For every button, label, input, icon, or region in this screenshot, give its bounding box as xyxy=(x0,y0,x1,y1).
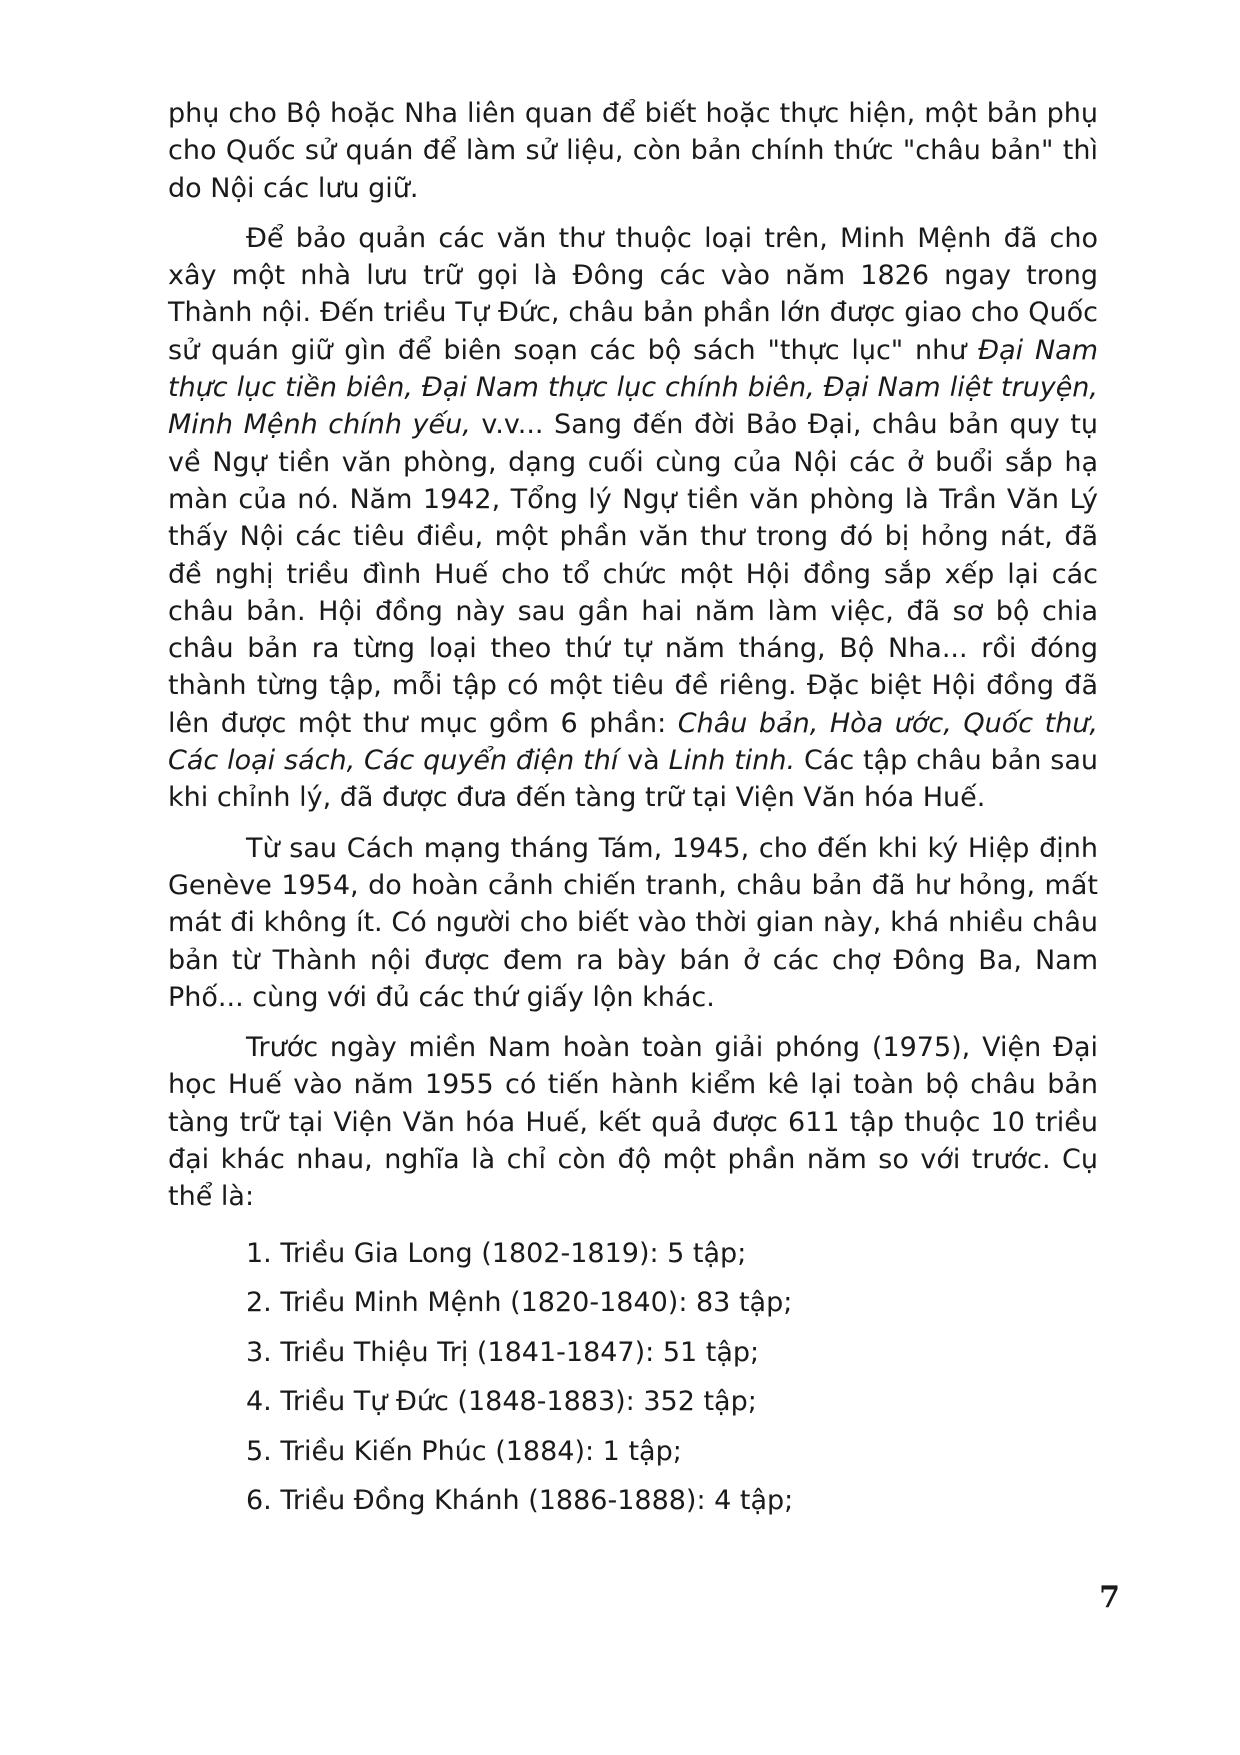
list-item: 5. Triều Kiến Phúc (1884): 1 tập; xyxy=(246,1435,682,1467)
paragraph-text: phụ cho Bộ hoặc Nha liên quan để biết hoặc thực hiện, một bản phụ cho Quốc sử quán để làm sử liệu, còn bản chính thức "châu bản" thì do Nội các lưu giữ. xyxy=(168,98,1098,204)
paragraph-text: Từ sau Cách mạng tháng Tám, 1945, cho đến khi ký Hiệp định Genève 1954, do hoàn cảnh chiến tranh, châu bản đã hư hỏng, mất mát đi không ít. Có người cho biết vào thời gian này, khá nhiều châu bản từ Thành nội được đem ra bày bán ở các chợ Đông Ba, Nam Phố... cùng với đủ các thứ giấy lộn khác. xyxy=(168,832,1098,1013)
dynasty-list xyxy=(168,1229,1098,1526)
italic-title-text: Đại Nam thực lục tiền biên, Đại Nam thực lục chính biên, Đại Nam liệt truyện, Minh Mệnh chính yếu, xyxy=(168,334,1098,441)
paragraph-text: Trước ngày miền Nam hoàn toàn giải phóng (1975), Viện Đại học Huế vào năm 1955 có tiến hành kiểm kê lại toàn bộ châu bản tàng trữ tại Viện Văn hóa Huế, kết quả được 611 tập thuộc 10 triều đại khác nhau, nghĩa là chỉ còn độ một phần năm so với trước. Cụ thể là: xyxy=(168,1032,1098,1213)
paragraph xyxy=(168,1029,1098,1215)
body-text xyxy=(168,95,1098,1216)
paragraph-text: và xyxy=(618,745,669,777)
list-item: 1. Triều Gia Long (1802-1819): 5 tập; xyxy=(246,1237,747,1269)
list-item: 6. Triều Đồng Khánh (1886-1888): 4 tập; xyxy=(246,1485,794,1517)
paragraph xyxy=(168,830,1098,1016)
italic-title-text: Châu bản, Hòa ước, Quốc thư, Các loại sách, Các quyển điện thí xyxy=(168,707,1098,777)
italic-title-text: Linh tinh. xyxy=(668,745,796,777)
paragraph xyxy=(168,95,1098,207)
page-number: 7 xyxy=(1099,1580,1120,1615)
paragraph xyxy=(168,220,1098,817)
page-content xyxy=(168,95,1098,1526)
paragraph-text: Các tập châu bản sau khi chỉnh lý, đã được đưa đến tàng trữ tại Viện Văn hóa Huế. xyxy=(168,745,1099,814)
paragraph-text: v.v... Sang đến đời Bảo Đại, châu bản quy tụ về Ngự tiền văn phòng, dạng cuối cùng của Nội các ở buổi sắp hạ màn của nó. Năm 1942, Tổng lý Ngự tiền văn phòng là Trần Văn Lý thấy Nội các tiêu điều, một phần văn thư trong đó bị hỏng nát, đã đề nghị triều đình Huế cho tổ chức một Hội đồng sắp xếp lại các châu bản. Hội đồng này sau gần hai năm làm việc, đã sơ bộ chia châu bản ra từng loại theo thứ tự năm tháng, Bộ Nha... rồi đóng thành từng tập, mỗi tập có một tiêu đề riêng. Đặc biệt Hội đồng đã lên được một thư mục gồm 6 phần: xyxy=(168,409,1099,739)
list-item: 2. Triều Minh Mệnh (1820-1840): 83 tập; xyxy=(246,1287,793,1319)
list-item: 3. Triều Thiệu Trị (1841-1847): 51 tập; xyxy=(246,1336,760,1368)
paragraph-text: Để bảo quản các văn thư thuộc loại trên, Minh Mệnh đã cho xây một nhà lưu trữ gọi là Đông các vào năm 1826 ngay trong Thành nội. Đến triều Tự Đức, châu bản phần lớn được giao cho Quốc sử quán giữ gìn để biên soạn các bộ sách "thực lục" như xyxy=(168,222,1098,366)
list-item: 4. Triều Tự Đức (1848-1883): 352 tập; xyxy=(246,1386,757,1418)
